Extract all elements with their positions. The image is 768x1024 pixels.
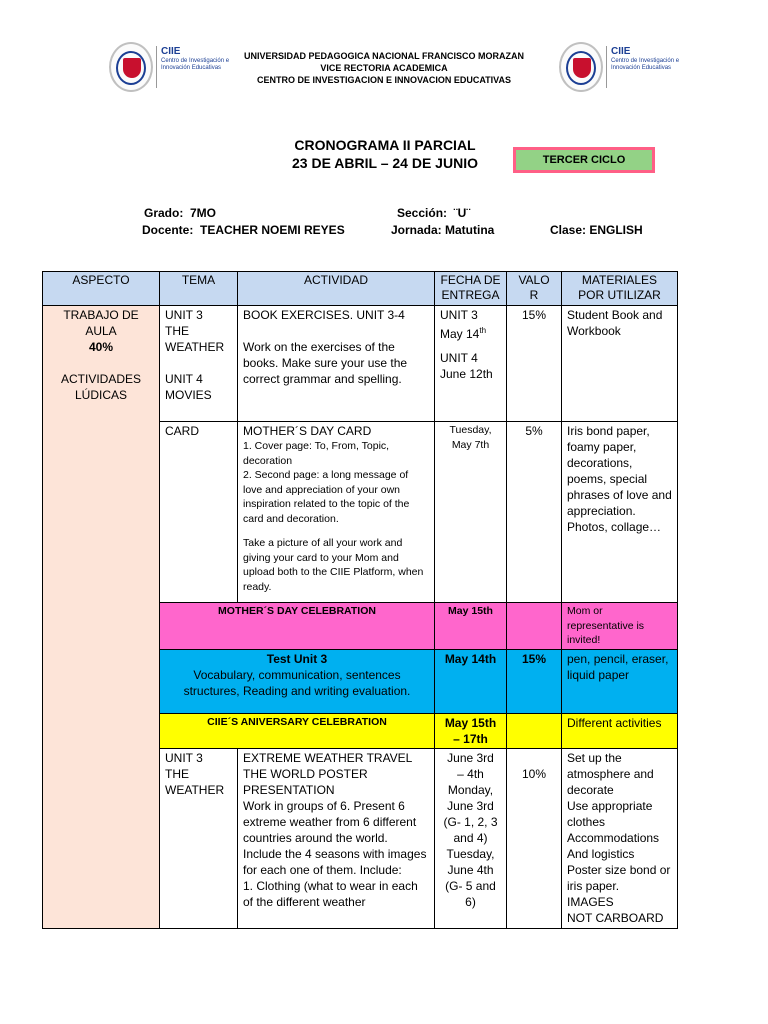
valor-cell: 5%	[507, 422, 562, 603]
aspect-cell: TRABAJO DE AULA 40% ACTIVIDADES LÚDICAS	[43, 306, 160, 929]
class-label: Clase: ENGLISH	[550, 223, 643, 237]
teacher-label: Docente: TEACHER NOEMI REYES	[142, 223, 345, 237]
actividad-cell: MOTHER´S DAY CARD 1. Cover page: To, From, Topic, decoration 2. Second page: a long message of love and appreciation of your own inspiration related to the topic of the card and decoration. Take a picture of all your work and giving your card to your Mom and upload both to the CIIE Platform, when ready.	[238, 422, 435, 603]
fecha-cell: May 15th – 17th	[435, 713, 507, 748]
anniversary-cell: CIIE´S ANIVERSARY CELEBRATION	[160, 713, 435, 748]
materiales-cell: Iris bond paper, foamy paper, decorations, poems, special phrases of love and appreciation. Photos, collage…	[562, 422, 678, 603]
document-title: CRONOGRAMA II PARCIAL	[294, 137, 476, 153]
logo-text: CIIE	[611, 46, 631, 57]
tema-cell: UNIT 3 THE WEATHER	[160, 748, 238, 928]
actividad-cell: EXTREME WEATHER TRAVEL THE WORLD POSTER PRESENTATION Work in groups of 6. Present 6 extreme weather from 6 different countries around the world. Include the 4 seasons with images for each one of them. Include: 1. Clothing (what to wear in each of the different weather	[238, 748, 435, 928]
logo-subtext: Centro de Investigación e Innovación Educativas	[161, 58, 230, 71]
fecha-cell: June 3rd – 4th Monday, June 3rd (G- 1, 2, 3 and 4) Tuesday, June 4th (G- 5 and 6)	[435, 748, 507, 928]
header-tema: TEMA	[160, 272, 238, 306]
header-actividad: ACTIVIDAD	[238, 272, 435, 306]
header-valor: VALO R	[507, 272, 562, 306]
university-name: UNIVERSIDAD PEDAGOGICA NACIONAL FRANCISCO MORAZAN	[243, 51, 524, 61]
materiales-cell: Student Book and Workbook	[562, 306, 678, 422]
header-aspecto: ASPECTO	[43, 272, 160, 306]
logo-subtext: Centro de Investigación e Innovación Educativas	[611, 58, 680, 71]
test-cell: Test Unit 3 Vocabulary, communication, sentences structures, Reading and writing evaluation.	[160, 649, 435, 713]
shift-label: Jornada: Matutina	[391, 223, 495, 237]
materiales-cell: pen, pencil, eraser, liquid paper	[562, 649, 678, 713]
fecha-cell: Tuesday, May 7th	[435, 422, 507, 603]
materiales-cell: Set up the atmosphere and decorate Use appropriate clothes Accommodations And logistics Poster size bond or iris paper. IMAGES NOT CARBOARD	[562, 748, 678, 928]
valor-cell	[507, 603, 562, 650]
section-label: Sección: ¨U¨	[397, 206, 471, 220]
schedule-table	[42, 271, 678, 929]
celebration-cell: MOTHER´S DAY CELEBRATION	[160, 603, 435, 650]
centro-name: CENTRO DE INVESTIGACION E INNOVACION EDUCATIVAS	[256, 75, 512, 85]
tema-cell: CARD	[160, 422, 238, 603]
table-header-row	[43, 272, 678, 306]
tema-cell: UNIT 3 THE WEATHER UNIT 4 MOVIES	[160, 306, 238, 422]
valor-cell: 15%	[507, 306, 562, 422]
date-range: 23 DE ABRIL – 24 DE JUNIO	[292, 155, 478, 171]
valor-cell: 15%	[507, 649, 562, 713]
valor-cell: 10%	[507, 748, 562, 928]
fecha-cell: May 15th	[435, 603, 507, 650]
fecha-cell: May 14th	[435, 649, 507, 713]
header-materiales: MATERIALES POR UTILIZAR	[562, 272, 678, 306]
cycle-badge-label: TERCER CICLO	[516, 150, 652, 170]
table-row	[43, 306, 678, 422]
materiales-cell: Different activities	[562, 713, 678, 748]
header-fecha: FECHA DE ENTREGA	[435, 272, 507, 306]
materiales-cell: Mom or representative is invited!	[562, 603, 678, 650]
valor-cell	[507, 713, 562, 748]
fecha-cell: UNIT 3 May 14th UNIT 4 June 12th	[435, 306, 507, 422]
grade-label: Grado: 7MO	[144, 206, 217, 220]
actividad-cell: BOOK EXERCISES. UNIT 3-4 Work on the exercises of the books. Make sure your use the correct grammar and spelling.	[238, 306, 435, 422]
logo-text: CIIE	[161, 46, 181, 57]
cycle-badge	[513, 147, 655, 173]
vice-rectoria: VICE RECTORIA ACADEMICA	[320, 63, 448, 73]
